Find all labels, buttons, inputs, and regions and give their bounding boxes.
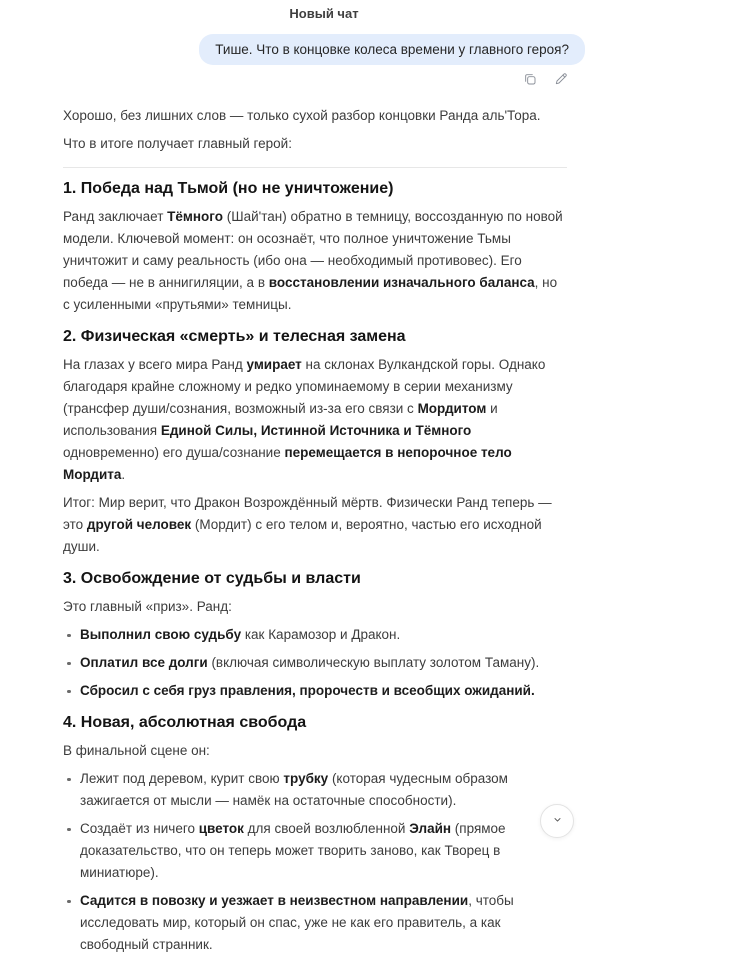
text-run-bold: Мордитом bbox=[417, 401, 487, 416]
chat-title: Новый чат bbox=[289, 6, 359, 21]
text-run-bold: Тёмного bbox=[167, 209, 223, 224]
chat-column bbox=[63, 0, 585, 956]
text-run: на склонах Вулкандской горы. Однако благодаря крайне сложному и редко упоминаемому в серии механизму (трансфер души/сознания, возможный из-за его связи с bbox=[63, 357, 546, 416]
text-run-bold: трубку bbox=[283, 771, 329, 786]
list-item bbox=[63, 818, 567, 884]
text-run: Что в итоге получает главный герой: bbox=[63, 136, 292, 151]
section-heading: 2. Физическая «смерть» и телесная замена bbox=[63, 328, 406, 345]
section-paragraph bbox=[63, 492, 567, 558]
text-run: как Карамозор и Дракон. bbox=[241, 627, 401, 642]
section-paragraph bbox=[63, 740, 567, 762]
text-run: (Шай'тан) обратно в темницу, воссозданную по новой модели. Ключевой момент: он осознаёт, что полное уничтожение Тьмы уничтожит и саму реальность (ибо она — необходимый противовес). Его победа — не в аннигиляции, а в bbox=[63, 209, 563, 290]
user-message-text: Тише. Что в концовке колеса времени у главного героя? bbox=[215, 42, 569, 57]
list-item-text bbox=[80, 683, 535, 698]
bullet-marker bbox=[67, 662, 71, 666]
bullet-marker bbox=[67, 634, 71, 638]
text-run: , но с усиленными «прутьями» темницы. bbox=[63, 275, 558, 312]
edit-icon bbox=[553, 71, 569, 90]
text-run-bold: умирает bbox=[246, 357, 302, 372]
text-run: Итог: Мир верит, что Дракон Возрождённый мёртв. Физически Ранд теперь — это bbox=[63, 495, 552, 532]
section-paragraph bbox=[63, 206, 567, 316]
text-run-bold: цветок bbox=[198, 821, 244, 836]
text-run-bold: Садится в повозку и уезжает в неизвестном направлении bbox=[80, 893, 469, 908]
text-run: (которая чудесным образом зажигается от мысли — намёк на остаточные способности). bbox=[80, 771, 508, 808]
list-item-text bbox=[80, 893, 514, 952]
user-message-row bbox=[63, 34, 585, 65]
bullet-list bbox=[63, 768, 567, 956]
section-paragraph bbox=[63, 354, 567, 486]
list-item-text bbox=[80, 655, 539, 670]
text-run: Ранд заключает bbox=[63, 209, 168, 224]
text-run: , чтобы исследовать мир, который он спас, уже не как его правитель, а как свободный странник. bbox=[80, 893, 514, 952]
edit-button[interactable] bbox=[552, 72, 569, 89]
intro-paragraph bbox=[63, 105, 567, 127]
text-run-bold: перемещается в непорочное тело Мордита bbox=[63, 445, 512, 482]
list-item bbox=[63, 768, 567, 812]
text-run: одновременно) его душа/сознание bbox=[63, 445, 285, 460]
text-run-bold: восстановлении изначального баланса bbox=[268, 275, 535, 290]
section-heading: 4. Новая, абсолютная свобода bbox=[63, 714, 307, 731]
text-run: Хорошо, без лишних слов — только сухой разбор концовки Ранда аль'Тора. bbox=[63, 108, 541, 123]
text-run-bold: Элайн bbox=[409, 821, 452, 836]
list-item-text bbox=[80, 821, 506, 880]
list-item-text bbox=[80, 627, 400, 642]
bullet-marker bbox=[67, 900, 71, 904]
assistant-message bbox=[63, 105, 585, 956]
bullet-list bbox=[63, 624, 567, 702]
text-run-bold: Выполнил свою судьбу bbox=[80, 627, 242, 642]
text-run: и использования bbox=[63, 401, 498, 438]
intro-paragraph bbox=[63, 133, 567, 155]
list-item-text bbox=[80, 771, 508, 808]
divider bbox=[63, 167, 567, 168]
list-item bbox=[63, 680, 567, 702]
copy-button[interactable] bbox=[521, 72, 538, 89]
text-run: Это главный «приз». Ранд: bbox=[63, 599, 232, 614]
section-heading: 1. Победа над Тьмой (но не уничтожение) bbox=[63, 180, 394, 197]
user-message-bubble bbox=[199, 34, 585, 65]
text-run: В финальной сцене он: bbox=[63, 743, 210, 758]
scroll-to-bottom-button[interactable] bbox=[540, 804, 574, 838]
bullet-marker bbox=[67, 778, 71, 782]
bullet-marker bbox=[67, 828, 71, 832]
chevron-down-icon bbox=[550, 812, 565, 830]
text-run: Лежит под деревом, курит свою bbox=[80, 771, 284, 786]
text-run: На глазах у всего мира Ранд bbox=[63, 357, 247, 372]
text-run: для своей возлюбленной bbox=[243, 821, 410, 836]
text-run: (прямое доказательство, что он теперь может творить заново, как Творец в миниатюре). bbox=[80, 821, 506, 880]
text-run-bold: другой человек bbox=[86, 517, 192, 532]
section-paragraph bbox=[63, 596, 567, 618]
text-run-bold: Оплатил все долги bbox=[80, 655, 208, 670]
text-run: . bbox=[121, 467, 126, 482]
chat-header bbox=[63, 0, 585, 23]
text-run-bold: Единой Силы, Истинной Источника и Тёмного bbox=[160, 423, 472, 438]
copy-icon bbox=[522, 71, 538, 90]
list-item bbox=[63, 652, 567, 674]
text-run: (включая символическую выплату золотом Таману). bbox=[207, 655, 540, 670]
section-heading: 3. Освобождение от судьбы и власти bbox=[63, 570, 361, 587]
bullet-marker bbox=[67, 690, 71, 694]
list-item bbox=[63, 890, 567, 956]
text-run: Создаёт из ничего bbox=[80, 821, 199, 836]
message-actions bbox=[63, 72, 585, 89]
text-run-bold: Сбросил с себя груз правления, пророчеств и всеобщих ожиданий. bbox=[80, 683, 535, 698]
list-item bbox=[63, 624, 567, 646]
text-run: (Мордит) с его телом и, вероятно, частью его исходной души. bbox=[63, 517, 542, 554]
